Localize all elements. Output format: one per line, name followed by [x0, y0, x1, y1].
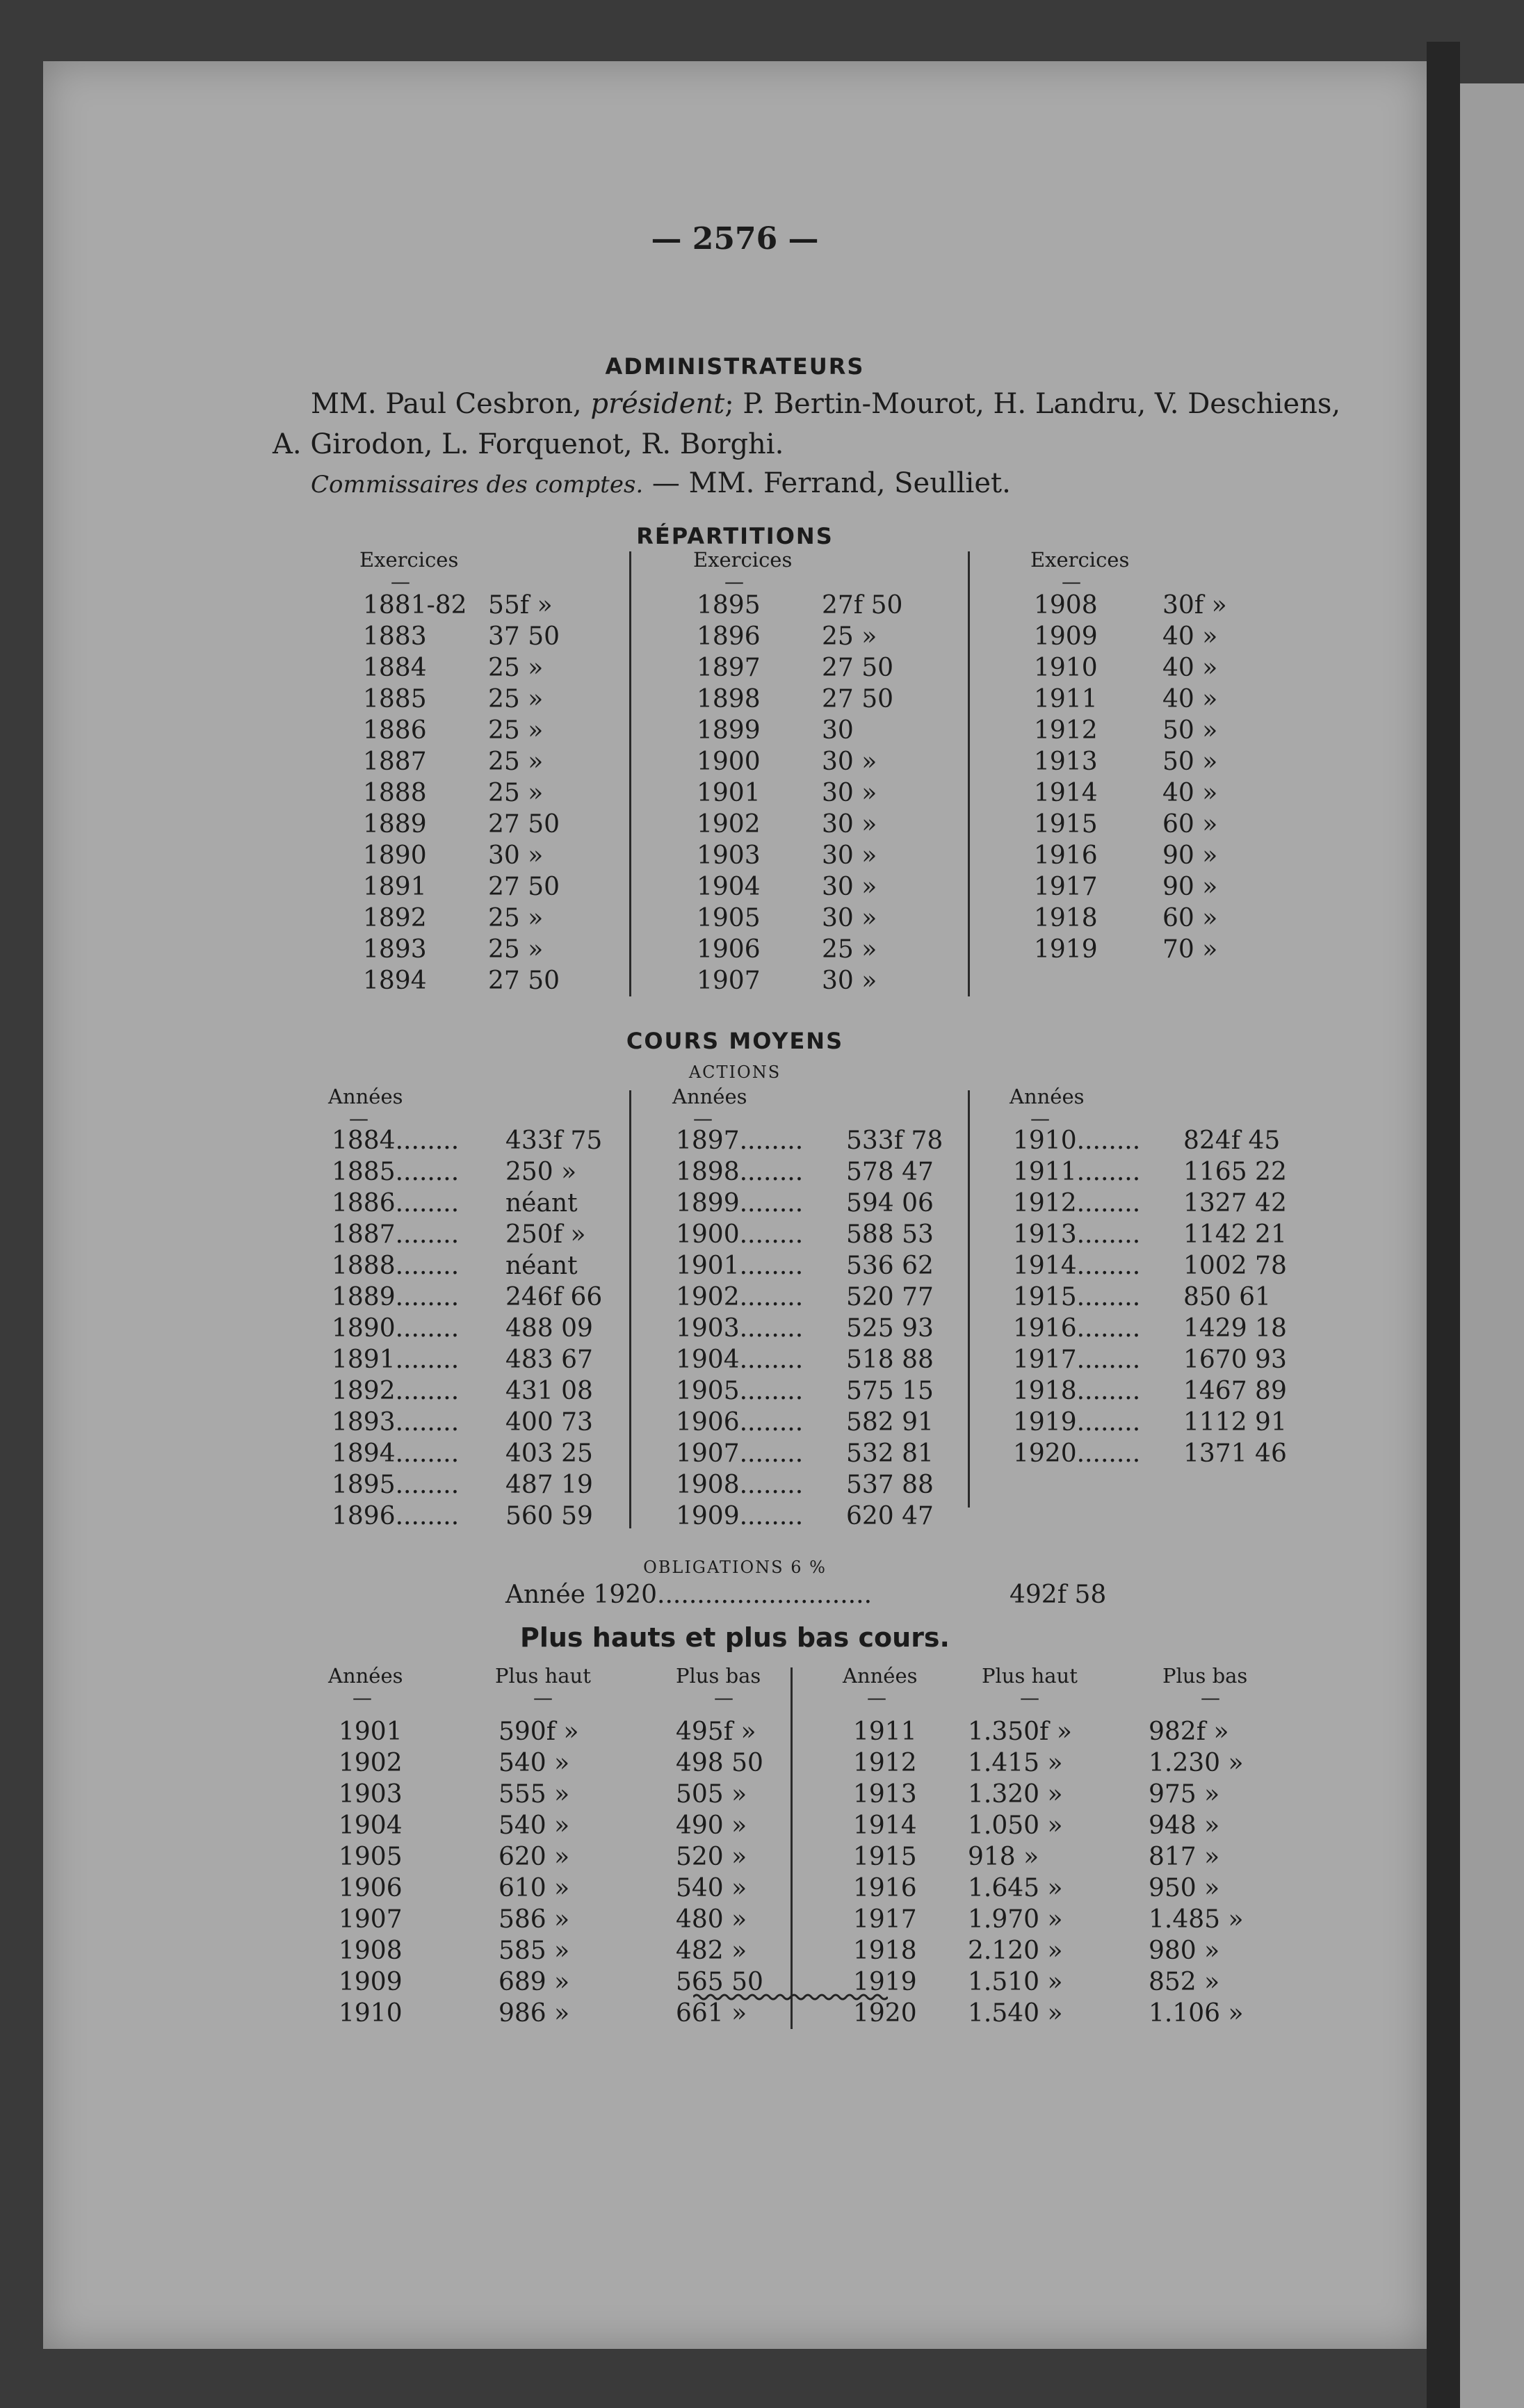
plus-haut-value: 1.970 » — [968, 1905, 1063, 1934]
repartition-amount: 30 » — [822, 873, 877, 901]
exercice-year: 1909 — [1034, 622, 1098, 651]
plus-bas-value: 490 » — [676, 1811, 747, 1840]
repartition-amount: 30 » — [822, 841, 877, 870]
plus-haut-value: 1.510 » — [968, 1968, 1063, 1996]
exercices-column-header: Exercices — [693, 548, 793, 572]
hauts-bas-column-header: Plus bas — [1162, 1664, 1248, 1688]
header-dash: — — [693, 1107, 713, 1130]
obligations-value: 492f 58 — [1010, 1581, 1107, 1609]
cours-year: 1893........ — [332, 1408, 460, 1437]
plus-haut-value: 689 » — [498, 1968, 570, 1996]
cours-value: 483 67 — [505, 1346, 593, 1374]
plus-haut-value: 1.350f » — [968, 1718, 1072, 1746]
cours-year: 1895........ — [332, 1471, 460, 1499]
cours-moyens-heading: COURS MOYENS — [626, 1028, 844, 1054]
cours-year: 1918........ — [1013, 1377, 1141, 1405]
cours-value: néant — [505, 1252, 578, 1280]
header-dash: — — [533, 1686, 553, 1709]
plus-bas-value: 1.230 » — [1149, 1749, 1244, 1777]
exercice-year: 1887 — [363, 748, 427, 776]
exercice-year: 1888 — [363, 779, 427, 807]
plus-bas-value: 540 » — [676, 1874, 747, 1902]
exercice-year: 1898 — [697, 685, 761, 713]
cours-value: 488 09 — [505, 1314, 593, 1343]
plus-haut-value: 2.120 » — [968, 1937, 1063, 1965]
header-dash: — — [1030, 1107, 1050, 1130]
exercice-year: 1919 — [1034, 935, 1098, 964]
plus-bas-value: 520 » — [676, 1843, 747, 1871]
hauts-bas-year: 1912 — [853, 1749, 917, 1777]
repartition-amount: 37 50 — [488, 622, 560, 651]
obligations-year: Année 1920........................... — [505, 1581, 873, 1609]
annees-column-header: Années — [672, 1085, 747, 1108]
repartition-amount: 90 » — [1162, 873, 1218, 901]
plus-haut-value: 1.320 » — [968, 1780, 1063, 1809]
plus-haut-value: 586 » — [498, 1905, 570, 1934]
hauts-bas-year: 1916 — [853, 1874, 917, 1902]
cours-value: 850 61 — [1183, 1283, 1271, 1311]
repartition-amount: 27f 50 — [822, 591, 903, 620]
cours-year: 1891........ — [332, 1346, 460, 1374]
repartition-amount: 30 » — [822, 904, 877, 932]
repartition-amount: 27 50 — [488, 873, 560, 901]
exercice-year: 1891 — [363, 873, 427, 901]
hauts-bas-year: 1915 — [853, 1843, 917, 1871]
cours-value: 824f 45 — [1183, 1126, 1281, 1155]
plus-bas-value: 565 50 — [676, 1968, 763, 1996]
plus-bas-value: 505 » — [676, 1780, 747, 1809]
exercice-year: 1914 — [1034, 779, 1098, 807]
cours-year: 1911........ — [1013, 1158, 1141, 1186]
cours-value: 431 08 — [505, 1377, 593, 1405]
hauts-bas-column-header: Plus bas — [676, 1664, 761, 1688]
cours-year: 1902........ — [676, 1283, 804, 1311]
cours-value: 560 59 — [505, 1502, 593, 1530]
hauts-bas-year: 1910 — [339, 1999, 403, 2028]
cours-year: 1919........ — [1013, 1408, 1141, 1437]
hauts-bas-year: 1901 — [339, 1718, 403, 1746]
cours-value: 1467 89 — [1183, 1377, 1287, 1405]
cours-year: 1888........ — [332, 1252, 460, 1280]
repartition-amount: 25 » — [488, 716, 544, 745]
cours-year: 1889........ — [332, 1283, 460, 1311]
exercice-year: 1897 — [697, 654, 761, 682]
plus-bas-value: 480 » — [676, 1905, 747, 1934]
exercice-year: 1884 — [363, 654, 427, 682]
annees-column-header: Années — [328, 1085, 403, 1108]
cours-year: 1884........ — [332, 1126, 460, 1155]
commissaires-line — [311, 467, 1011, 499]
cours-value: 433f 75 — [505, 1126, 603, 1155]
repartition-amount: 30f » — [1162, 591, 1227, 620]
repartition-amount: 60 » — [1162, 904, 1218, 932]
cours-value: 582 91 — [846, 1408, 934, 1437]
plus-bas-value: 982f » — [1149, 1718, 1229, 1746]
hauts-bas-year: 1904 — [339, 1811, 403, 1840]
cours-value: 525 93 — [846, 1314, 934, 1343]
cours-year: 1887........ — [332, 1220, 460, 1249]
commissaires-label: Commissaires des comptes. — [311, 471, 644, 499]
exercice-year: 1895 — [697, 591, 761, 620]
commissaires-names: — MM. Ferrand, Seulliet. — [643, 467, 1011, 499]
repartition-amount: 30 » — [822, 748, 877, 776]
cours-year: 1904........ — [676, 1346, 804, 1374]
cours-value: 250 » — [505, 1158, 577, 1186]
hauts-bas-column-header: Années — [843, 1664, 918, 1688]
header-dash: — — [1020, 1686, 1039, 1709]
cours-year: 1914........ — [1013, 1252, 1141, 1280]
cours-value: 594 06 — [846, 1189, 934, 1218]
adjacent-page-edge — [1460, 83, 1524, 2408]
exercices-column-header: Exercices — [1030, 548, 1130, 572]
cours-year: 1900........ — [676, 1220, 804, 1249]
repartition-amount: 30 — [822, 716, 854, 745]
header-dash: — — [349, 1107, 368, 1130]
cours-year: 1892........ — [332, 1377, 460, 1405]
exercice-year: 1911 — [1034, 685, 1098, 713]
cours-year: 1897........ — [676, 1126, 804, 1155]
president-role: président — [590, 388, 725, 420]
cours-value: 518 88 — [846, 1346, 934, 1374]
hauts-bas-column-header: Années — [328, 1664, 403, 1688]
exercice-year: 1896 — [697, 622, 761, 651]
cours-year: 1894........ — [332, 1439, 460, 1468]
repartition-amount: 25 » — [488, 904, 544, 932]
plus-haut-value: 585 » — [498, 1937, 570, 1965]
exercice-year: 1886 — [363, 716, 427, 745]
plus-bas-value: 498 50 — [676, 1749, 763, 1777]
plus-bas-value: 975 » — [1149, 1780, 1220, 1809]
column-rule — [968, 1090, 970, 1508]
exercice-year: 1916 — [1034, 841, 1098, 870]
exercice-year: 1902 — [697, 810, 761, 839]
repartition-amount: 90 » — [1162, 841, 1218, 870]
plus-haut-value: 1.540 » — [968, 1999, 1063, 2028]
repartition-amount: 30 » — [822, 967, 877, 995]
obligations-line — [505, 1581, 872, 1609]
plus-bas-value: 852 » — [1149, 1968, 1220, 1996]
hauts-bas-year: 1913 — [853, 1780, 917, 1809]
repartition-amount: 25 » — [488, 935, 544, 964]
exercice-year: 1890 — [363, 841, 427, 870]
cours-year: 1890........ — [332, 1314, 460, 1343]
exercice-year: 1904 — [697, 873, 761, 901]
cours-value: 1002 78 — [1183, 1252, 1287, 1280]
plus-haut-value: 1.645 » — [968, 1874, 1063, 1902]
cours-value: 1112 91 — [1183, 1408, 1287, 1437]
header-dash: — — [724, 570, 744, 593]
exercice-year: 1899 — [697, 716, 761, 745]
repartition-amount: 25 » — [488, 654, 544, 682]
cours-value: 537 88 — [846, 1471, 934, 1499]
hauts-bas-year: 1918 — [853, 1937, 917, 1965]
repartition-amount: 30 » — [822, 810, 877, 839]
plus-haut-value: 590f » — [498, 1718, 579, 1746]
book-gutter — [1427, 42, 1460, 2408]
exercice-year: 1885 — [363, 685, 427, 713]
page-number: — 2576 — — [651, 221, 819, 257]
cours-value: 1670 93 — [1183, 1346, 1287, 1374]
exercice-year: 1892 — [363, 904, 427, 932]
exercice-year: 1901 — [697, 779, 761, 807]
administrateurs-line-2: A. Girodon, L. Forquenot, R. Borghi. — [273, 428, 784, 460]
cours-value: 1371 46 — [1183, 1439, 1287, 1468]
repartition-amount: 50 » — [1162, 748, 1218, 776]
cours-year: 1907........ — [676, 1439, 804, 1468]
hauts-bas-year: 1903 — [339, 1780, 403, 1809]
cours-year: 1906........ — [676, 1408, 804, 1437]
cours-value: 1429 18 — [1183, 1314, 1287, 1343]
plus-haut-value: 620 » — [498, 1843, 570, 1871]
exercice-year: 1906 — [697, 935, 761, 964]
cours-value: 520 77 — [846, 1283, 934, 1311]
cours-year: 1896........ — [332, 1502, 460, 1530]
cours-year: 1903........ — [676, 1314, 804, 1343]
exercice-year: 1905 — [697, 904, 761, 932]
administrateurs-line-1 — [311, 388, 1340, 420]
column-rule — [629, 551, 631, 996]
cours-year: 1901........ — [676, 1252, 804, 1280]
cours-value: 532 81 — [846, 1439, 934, 1468]
plus-haut-value: 1.415 » — [968, 1749, 1063, 1777]
plus-haut-value: 555 » — [498, 1780, 570, 1809]
end-ornament — [693, 1992, 888, 2002]
cours-year: 1910........ — [1013, 1126, 1141, 1155]
repartition-amount: 25 » — [822, 935, 877, 964]
administrateurs-heading: ADMINISTRATEURS — [605, 353, 865, 380]
plus-bas-value: 661 » — [676, 1999, 747, 2028]
exercice-year: 1908 — [1034, 591, 1098, 620]
exercice-year: 1881-82 — [363, 591, 467, 620]
cours-year: 1885........ — [332, 1158, 460, 1186]
cours-value: 403 25 — [505, 1439, 593, 1468]
hauts-bas-year: 1908 — [339, 1937, 403, 1965]
exercice-year: 1893 — [363, 935, 427, 964]
obligations-heading: OBLIGATIONS 6 % — [643, 1558, 827, 1577]
cours-value: 250f » — [505, 1220, 586, 1249]
hauts-bas-heading: Plus hauts et plus bas cours. — [519, 1622, 950, 1653]
repartition-amount: 40 » — [1162, 779, 1218, 807]
hauts-bas-year: 1917 — [853, 1905, 917, 1934]
repartition-amount: 40 » — [1162, 685, 1218, 713]
exercice-year: 1894 — [363, 967, 427, 995]
hauts-bas-year: 1920 — [853, 1999, 917, 2028]
document-page — [43, 61, 1427, 2349]
exercice-year: 1912 — [1034, 716, 1098, 745]
repartition-amount: 40 » — [1162, 654, 1218, 682]
exercice-year: 1915 — [1034, 810, 1098, 839]
exercice-year: 1910 — [1034, 654, 1098, 682]
repartition-amount: 25 » — [488, 685, 544, 713]
repartition-amount: 60 » — [1162, 810, 1218, 839]
exercice-year: 1907 — [697, 967, 761, 995]
cours-value: 1142 21 — [1183, 1220, 1287, 1249]
cours-value: 533f 78 — [846, 1126, 943, 1155]
cours-year: 1917........ — [1013, 1346, 1141, 1374]
cours-value: 1327 42 — [1183, 1189, 1287, 1218]
repartition-amount: 25 » — [822, 622, 877, 651]
plus-haut-value: 610 » — [498, 1874, 570, 1902]
plus-bas-value: 1.485 » — [1149, 1905, 1244, 1934]
plus-haut-value: 540 » — [498, 1811, 570, 1840]
repartition-amount: 25 » — [488, 748, 544, 776]
exercice-year: 1900 — [697, 748, 761, 776]
administrateurs-rest: ; P. Bertin-Mourot, H. Landru, V. Deschiens, — [724, 388, 1341, 420]
annees-column-header: Années — [1010, 1085, 1085, 1108]
repartition-amount: 30 » — [822, 779, 877, 807]
hauts-bas-year: 1914 — [853, 1811, 917, 1840]
repartition-amount: 25 » — [488, 779, 544, 807]
hauts-bas-year: 1905 — [339, 1843, 403, 1871]
cours-year: 1908........ — [676, 1471, 804, 1499]
exercices-column-header: Exercices — [359, 548, 459, 572]
hauts-bas-column-header: Plus haut — [495, 1664, 591, 1688]
cours-year: 1898........ — [676, 1158, 804, 1186]
plus-bas-value: 1.106 » — [1149, 1999, 1244, 2028]
administrateurs-prefix: MM. Paul Cesbron, — [311, 388, 591, 420]
cours-value: 575 15 — [846, 1377, 934, 1405]
header-dash: — — [867, 1686, 886, 1709]
column-rule — [968, 551, 970, 996]
plus-bas-value: 482 » — [676, 1937, 747, 1965]
column-rule — [791, 1667, 793, 2029]
column-rule — [629, 1090, 631, 1528]
cours-value: 400 73 — [505, 1408, 593, 1437]
plus-haut-value: 918 » — [968, 1843, 1039, 1871]
cours-year: 1920........ — [1013, 1439, 1141, 1468]
cours-year: 1913........ — [1013, 1220, 1141, 1249]
cours-value: 246f 66 — [505, 1283, 603, 1311]
hauts-bas-year: 1919 — [853, 1968, 917, 1996]
header-dash: — — [1062, 570, 1081, 593]
header-dash: — — [714, 1686, 733, 1709]
header-dash: — — [352, 1686, 372, 1709]
repartition-amount: 30 » — [488, 841, 544, 870]
exercice-year: 1883 — [363, 622, 427, 651]
cours-value: 578 47 — [846, 1158, 934, 1186]
header-dash: — — [391, 570, 410, 593]
exercice-year: 1917 — [1034, 873, 1098, 901]
repartition-amount: 27 50 — [488, 967, 560, 995]
header-dash: — — [1201, 1686, 1220, 1709]
repartition-amount: 27 50 — [488, 810, 560, 839]
repartition-amount: 55f » — [488, 591, 553, 620]
exercice-year: 1918 — [1034, 904, 1098, 932]
cours-value: 1165 22 — [1183, 1158, 1287, 1186]
repartition-amount: 27 50 — [822, 654, 894, 682]
repartition-amount: 40 » — [1162, 622, 1218, 651]
plus-bas-value: 495f » — [676, 1718, 756, 1746]
repartition-amount: 50 » — [1162, 716, 1218, 745]
cours-value: néant — [505, 1189, 578, 1218]
hauts-bas-year: 1906 — [339, 1874, 403, 1902]
plus-bas-value: 817 » — [1149, 1843, 1220, 1871]
exercice-year: 1913 — [1034, 748, 1098, 776]
cours-value: 536 62 — [846, 1252, 934, 1280]
cours-year: 1899........ — [676, 1189, 804, 1218]
exercice-year: 1903 — [697, 841, 761, 870]
cours-year: 1912........ — [1013, 1189, 1141, 1218]
plus-haut-value: 1.050 » — [968, 1811, 1063, 1840]
plus-haut-value: 540 » — [498, 1749, 570, 1777]
cours-year: 1886........ — [332, 1189, 460, 1218]
hauts-bas-year: 1907 — [339, 1905, 403, 1934]
cours-value: 620 47 — [846, 1502, 934, 1530]
plus-haut-value: 986 » — [498, 1999, 570, 2028]
hauts-bas-year: 1909 — [339, 1968, 403, 1996]
cours-year: 1915........ — [1013, 1283, 1141, 1311]
cours-year: 1909........ — [676, 1502, 804, 1530]
repartitions-heading: RÉPARTITIONS — [636, 523, 834, 549]
actions-subheading: ACTIONS — [688, 1062, 781, 1082]
cours-value: 588 53 — [846, 1220, 934, 1249]
repartition-amount: 27 50 — [822, 685, 894, 713]
plus-bas-value: 948 » — [1149, 1811, 1220, 1840]
plus-bas-value: 980 » — [1149, 1937, 1220, 1965]
hauts-bas-year: 1911 — [853, 1718, 917, 1746]
hauts-bas-column-header: Plus haut — [982, 1664, 1078, 1688]
cours-year: 1916........ — [1013, 1314, 1141, 1343]
hauts-bas-year: 1902 — [339, 1749, 403, 1777]
cours-year: 1905........ — [676, 1377, 804, 1405]
cours-value: 487 19 — [505, 1471, 593, 1499]
repartition-amount: 70 » — [1162, 935, 1218, 964]
exercice-year: 1889 — [363, 810, 427, 839]
plus-bas-value: 950 » — [1149, 1874, 1220, 1902]
